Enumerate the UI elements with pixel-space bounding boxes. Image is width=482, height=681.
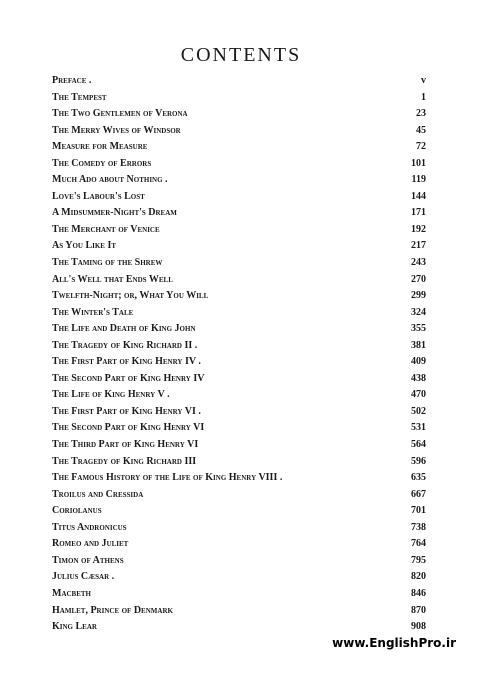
toc-entry bbox=[52, 305, 426, 322]
toc-entry-title: Much Ado about Nothing . bbox=[52, 172, 171, 189]
toc-entry bbox=[52, 272, 426, 289]
toc-entry-page: 820 bbox=[408, 569, 426, 586]
watermark-text: www.EnglishPro.ir bbox=[332, 636, 456, 650]
toc-entry bbox=[52, 553, 426, 570]
toc-entry-page: 470 bbox=[408, 387, 426, 404]
toc-entry-page: 635 bbox=[408, 470, 426, 487]
toc-entry-page: 701 bbox=[408, 503, 426, 520]
toc-entry-page: 409 bbox=[408, 354, 426, 371]
toc-entry bbox=[52, 123, 426, 140]
toc-entry-page: 531 bbox=[408, 420, 426, 437]
toc-entry bbox=[52, 569, 426, 586]
toc-entry-title: The Tragedy of King Richard II . bbox=[52, 338, 200, 355]
toc-entry bbox=[52, 205, 426, 222]
toc-entry-title: Timon of Athens bbox=[52, 553, 127, 570]
toc-entry bbox=[52, 255, 426, 272]
toc-entry-page: 355 bbox=[408, 321, 426, 338]
toc-entry-page: 596 bbox=[408, 454, 426, 471]
toc-entry-page: 381 bbox=[408, 338, 426, 355]
toc-entry bbox=[52, 503, 426, 520]
page-title: CONTENTS bbox=[180, 44, 302, 66]
toc-entry-title: A Midsummer-Night's Dream bbox=[52, 205, 180, 222]
toc-entry-title: Troilus and Cressida bbox=[52, 487, 146, 504]
toc-entry-page: 870 bbox=[408, 603, 426, 620]
toc-entry-page: 144 bbox=[408, 189, 426, 206]
toc-entry-title: The Third Part of King Henry VI bbox=[52, 437, 201, 454]
toc-entry-page: 764 bbox=[408, 536, 426, 553]
toc-entry bbox=[52, 520, 426, 537]
toc-entry bbox=[52, 90, 426, 107]
toc-entry-title: Julius Cæsar . bbox=[52, 569, 117, 586]
toc-entry bbox=[52, 106, 426, 123]
toc-entry-page: 45 bbox=[413, 123, 426, 140]
toc-entry bbox=[52, 404, 426, 421]
toc-entry bbox=[52, 387, 426, 404]
toc-entry bbox=[52, 222, 426, 239]
toc-entry-page: 564 bbox=[408, 437, 426, 454]
toc-entry-title: Romeo and Juliet bbox=[52, 536, 131, 553]
toc-entry bbox=[52, 454, 426, 471]
toc-entry-page: 270 bbox=[408, 272, 426, 289]
toc-entry-title: The Two Gentlemen of Verona bbox=[52, 106, 191, 123]
toc-entry bbox=[52, 189, 426, 206]
toc-entry bbox=[52, 139, 426, 156]
toc-entry-title: Twelfth-Night; or, What You Will bbox=[52, 288, 211, 305]
toc-entry bbox=[52, 354, 426, 371]
toc-entry-page: 72 bbox=[413, 139, 426, 156]
toc-entry bbox=[52, 437, 426, 454]
toc-entry bbox=[52, 172, 426, 189]
toc-entry-page: 299 bbox=[408, 288, 426, 305]
toc-entry bbox=[52, 470, 426, 487]
toc-entry-page: 119 bbox=[409, 172, 426, 189]
toc-entry-page: 192 bbox=[408, 222, 426, 239]
toc-entry-title: The Tragedy of King Richard III bbox=[52, 454, 199, 471]
toc-entry-page: 795 bbox=[408, 553, 426, 570]
toc-entry-title: Preface . bbox=[52, 73, 94, 90]
toc-entry-title: Measure for Measure bbox=[52, 139, 150, 156]
toc-entry bbox=[52, 371, 426, 388]
toc-entry-title: The Taming of the Shrew bbox=[52, 255, 165, 272]
toc-entry bbox=[52, 536, 426, 553]
toc-entry-title: The Comedy of Errors bbox=[52, 156, 154, 173]
toc-entry-title: King Lear bbox=[52, 619, 100, 636]
toc-entry-page: 438 bbox=[408, 371, 426, 388]
toc-entry bbox=[52, 487, 426, 504]
toc-entry-page: 1 bbox=[418, 90, 426, 107]
toc-entry-title: Titus Andronicus bbox=[52, 520, 130, 537]
toc-entry-title: The Second Part of King Henry IV bbox=[52, 371, 207, 388]
toc-entry-title: Hamlet, Prince of Denmark bbox=[52, 603, 176, 620]
toc-entry bbox=[52, 238, 426, 255]
toc-entry-title: The Famous History of the Life of King Henry VIII . bbox=[52, 470, 285, 487]
table-of-contents bbox=[52, 73, 426, 636]
toc-entry-page: 23 bbox=[413, 106, 426, 123]
toc-entry-page: v bbox=[418, 73, 426, 90]
toc-entry-page: 324 bbox=[408, 305, 426, 322]
toc-entry-page: 502 bbox=[408, 404, 426, 421]
toc-entry bbox=[52, 338, 426, 355]
toc-entry-page: 908 bbox=[408, 619, 426, 636]
toc-entry-title: The Life and Death of King John bbox=[52, 321, 199, 338]
toc-entry bbox=[52, 603, 426, 620]
toc-entry-title: The Merry Wives of Windsor bbox=[52, 123, 184, 140]
toc-entry-title: The First Part of King Henry VI . bbox=[52, 404, 204, 421]
toc-entry-title: The Winter's Tale bbox=[52, 305, 136, 322]
toc-entry-title: As You Like It bbox=[52, 238, 119, 255]
toc-entry-title: The Tempest bbox=[52, 90, 110, 107]
toc-entry bbox=[52, 321, 426, 338]
toc-entry-title: All's Well that Ends Well bbox=[52, 272, 176, 289]
toc-entry-page: 667 bbox=[408, 487, 426, 504]
toc-entry bbox=[52, 156, 426, 173]
toc-entry-page: 738 bbox=[408, 520, 426, 537]
toc-entry-page: 101 bbox=[408, 156, 426, 173]
toc-entry-page: 846 bbox=[408, 586, 426, 603]
toc-entry-title: The Merchant of Venice bbox=[52, 222, 163, 239]
toc-entry-title: The Life of King Henry V . bbox=[52, 387, 173, 404]
toc-entry-title: Coriolanus bbox=[52, 503, 105, 520]
toc-entry-title: Macbeth bbox=[52, 586, 94, 603]
toc-entry bbox=[52, 420, 426, 437]
toc-entry-title: The First Part of King Henry IV . bbox=[52, 354, 204, 371]
toc-entry-title: The Second Part of King Henry VI bbox=[52, 420, 207, 437]
toc-entry bbox=[52, 288, 426, 305]
toc-entry bbox=[52, 619, 426, 636]
toc-entry-page: 243 bbox=[408, 255, 426, 272]
toc-entry-page: 217 bbox=[408, 238, 426, 255]
toc-entry bbox=[52, 586, 426, 603]
toc-entry-title: Love's Labour's Lost bbox=[52, 189, 148, 206]
toc-entry-page: 171 bbox=[408, 205, 426, 222]
toc-entry bbox=[52, 73, 426, 90]
